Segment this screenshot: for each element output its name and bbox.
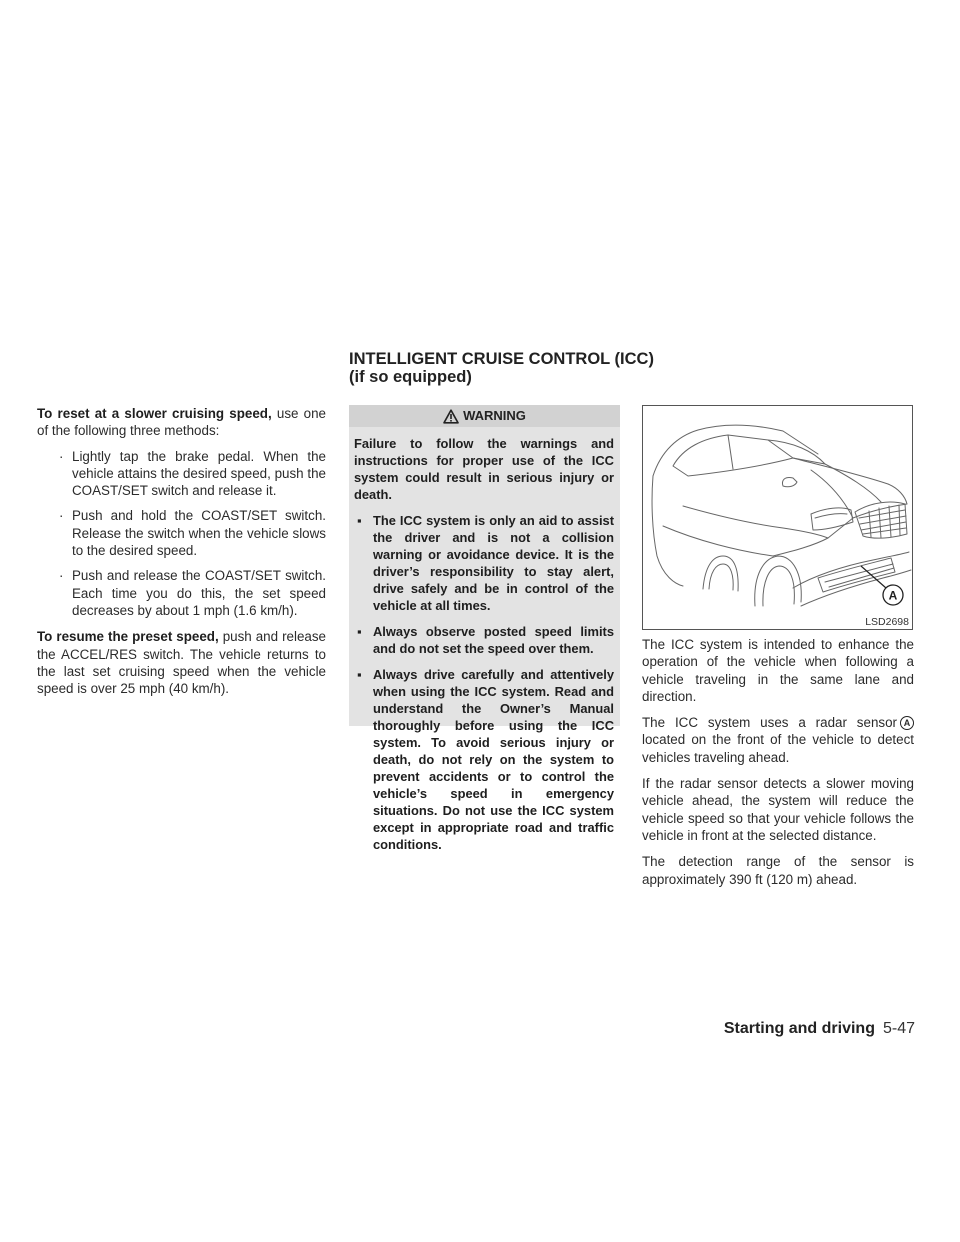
radar-text-after: located on the front of the vehicle to detect vehicles traveling ahead. — [642, 732, 914, 765]
warning-intro: Failure to follow the warnings and instructions for proper use of the ICC system could result in serious injury or death. — [354, 436, 614, 502]
warning-triangle-icon — [443, 409, 459, 424]
resume-paragraph — [37, 628, 326, 697]
page-footer — [0, 1020, 915, 1038]
resume-lead: To resume the preset speed, — [37, 629, 219, 645]
list-item — [354, 666, 614, 853]
bullet-text: Push and hold the COAST/SET switch. Release the switch when the vehicle slows to the desired speed. — [72, 508, 326, 559]
figure-code: LSD2698 — [865, 616, 909, 628]
list-item — [37, 507, 326, 559]
reset-paragraph — [37, 405, 326, 440]
resume-text: push and release the ACCEL/RES switch. The vehicle returns to the last set cruising speed when the vehicle speed is over 25 mph (40 km/h). — [37, 629, 326, 697]
square-bullet: ▪ — [357, 624, 362, 639]
warning-item-text: Always drive carefully and attentively when using the ICC system. Read and understand the Owner’s Manual thoroughly before using the ICC system. To avoid serious injury or death, do not rely on the system to prevent accidents or to control the vehicle’s speed in emergency situations. Do not use the ICC system except in appropriate road and traffic conditions. — [373, 667, 614, 852]
page-number: 5-47 — [882, 1020, 915, 1037]
reset-text: use one of the following three methods: — [37, 406, 327, 439]
icc-intro-paragraph: The ICC system is intended to enhance the operation of the vehicle when following a vehicle traveling in the same lane and direction. — [642, 637, 914, 704]
bullet-text: Push and release the COAST/SET switch. Each time you do this, the set speed decreases by about 1 mph (1.6 km/h). — [72, 568, 326, 618]
car-illustration — [643, 406, 912, 629]
warning-header — [349, 405, 620, 427]
warning-box — [349, 405, 620, 852]
bullet-mark: · — [59, 568, 64, 584]
list-item — [37, 448, 326, 500]
callout-a-marker: A — [900, 716, 914, 730]
list-item — [354, 512, 614, 614]
radar-sensor-paragraph — [642, 714, 914, 766]
warning-item-text: The ICC system is only an aid to assist the driver and is not a collision warning or avoidance device. It is the driver’s responsibility to stay alert, drive safely and be in control of the vehicle at all times. — [373, 513, 614, 613]
bullet-text: Lightly tap the brake pedal. When the vehicle attains the desired speed, push the COAST/SET switch and release it. — [72, 448, 326, 499]
list-item — [37, 567, 326, 619]
list-item — [354, 623, 614, 657]
footer-section-title: Starting and driving — [723, 1020, 875, 1037]
section-heading-line2: (if so equipped) — [349, 368, 472, 386]
warning-title: WARNING — [463, 408, 526, 424]
left-column — [37, 405, 326, 697]
car-figure — [642, 405, 913, 630]
bullet-mark: · — [59, 448, 64, 464]
radar-text-before: The ICC system uses a radar sensor — [642, 715, 897, 731]
square-bullet: ▪ — [357, 667, 362, 682]
square-bullet: ▪ — [357, 513, 362, 528]
callout-label: A — [888, 588, 898, 603]
slower-vehicle-paragraph: If the radar sensor detects a slower moving vehicle ahead, the system will reduce the vehicle speed so that your vehicle follows the vehicle in front at the selected distance. — [642, 776, 914, 843]
warning-item-text: Always observe posted speed limits and do not set the speed over them. — [373, 624, 614, 656]
right-column — [642, 636, 914, 888]
reset-lead: To reset at a slower cruising speed, — [37, 406, 272, 421]
detection-range-paragraph: The detection range of the sensor is approximately 390 ft (120 m) ahead. — [642, 854, 914, 887]
bullet-mark: · — [59, 508, 64, 524]
section-heading-line1: INTELLIGENT CRUISE CONTROL (ICC) — [349, 350, 654, 368]
section-heading — [349, 350, 669, 386]
